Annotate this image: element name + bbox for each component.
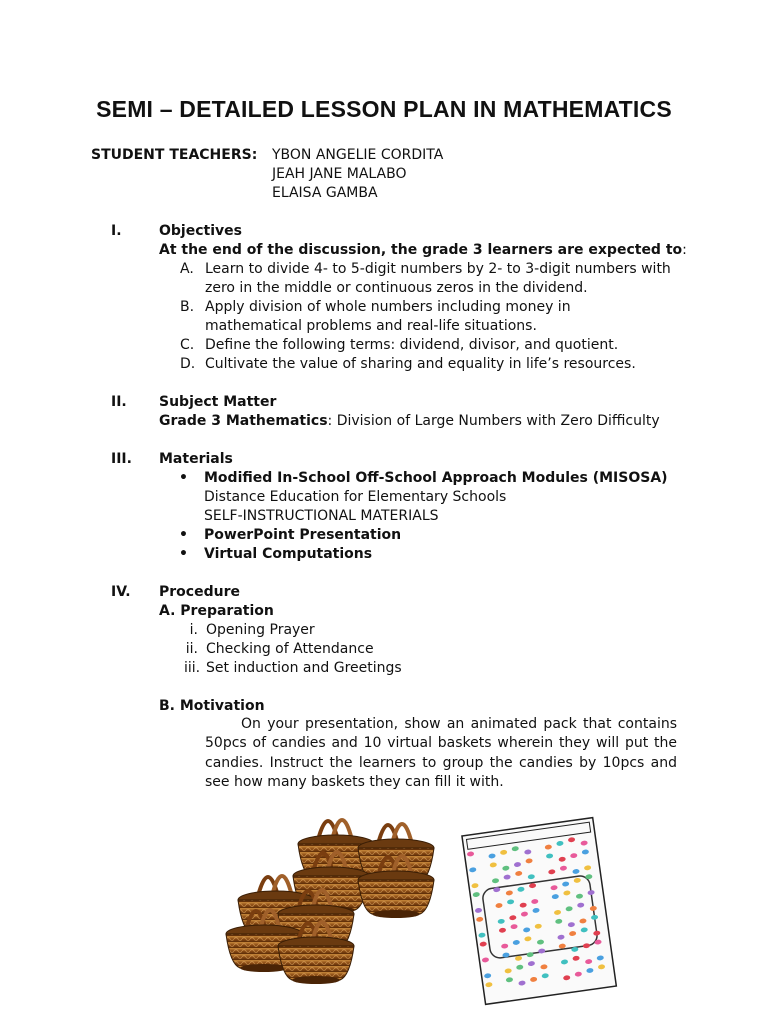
prep-num-1: i. [189, 622, 198, 638]
prep-item-2: Checking of Attendance [206, 641, 374, 657]
section-num-procedure: IV. [111, 584, 131, 600]
section-num-subject: II. [111, 394, 127, 410]
teacher-name-2: JEAH JANE MALABO [272, 166, 407, 182]
motivation-paragraph: On your presentation, show an animated pack that contains 50pcs of candies and 10 virtual baskets wherein they will put the candies. Instruct the learners to group the candies by 10pcs and see how many baskets they can fill it with. [205, 716, 677, 790]
objectives-heading: Objectives [159, 223, 242, 239]
objective-c-line1: Define the following terms: dividend, divisor, and quotient. [205, 337, 619, 353]
objective-a-line2: zero in the middle or continuous zeros in the dividend. [205, 280, 588, 296]
objective-b-line2: mathematical problems and real-life situations. [205, 318, 537, 334]
candy-bag-illustration [455, 812, 623, 1008]
objective-c-letter: C. [180, 337, 195, 353]
subject-line: Grade 3 Mathematics: Division of Large Numbers with Zero Difficulty [159, 413, 660, 429]
teacher-name-3: ELAISA GAMBA [272, 185, 378, 201]
objectives-intro: At the end of the discussion, the grade 3 learners are expected to: [159, 242, 687, 258]
subject-heading: Subject Matter [159, 394, 277, 410]
prep-item-1: Opening Prayer [206, 622, 315, 638]
teacher-name-1: YBON ANGELIE CORDITA [272, 147, 444, 163]
section-num-materials: III. [111, 451, 132, 467]
material-misosa-sub2: SELF-INSTRUCTIONAL MATERIALS [204, 508, 439, 524]
student-teachers-label: STUDENT TEACHERS: [91, 147, 258, 163]
objective-a-letter: A. [180, 261, 194, 277]
preparation-label: A. Preparation [159, 603, 274, 619]
material-item-virtual: • Virtual Computations [204, 545, 372, 564]
baskets-illustration [218, 800, 454, 1005]
prep-num-2: ii. [185, 641, 198, 657]
objective-d-line1: Cultivate the value of sharing and equality in life’s resources. [205, 356, 636, 372]
procedure-heading: Procedure [159, 584, 240, 600]
material-misosa-sub1: Distance Education for Elementary Schools [204, 489, 507, 505]
motivation-label: B. Motivation [159, 698, 265, 714]
materials-heading: Materials [159, 451, 233, 467]
objective-b-letter: B. [180, 299, 195, 315]
page-title: SEMI – DETAILED LESSON PLAN IN MATHEMATICS [96, 96, 672, 122]
prep-num-3: iii. [184, 660, 201, 676]
objective-a-line1: Learn to divide 4- to 5-digit numbers by 2- to 3-digit numbers with [205, 261, 671, 277]
prep-item-3: Set induction and Greetings [206, 660, 402, 676]
material-item-powerpoint: • PowerPoint Presentation [204, 526, 401, 545]
objective-d-letter: D. [180, 356, 196, 372]
material-item-misosa: • Modified In-School Off-School Approach Modules (MISOSA) [204, 469, 668, 488]
objective-b-line1: Apply division of whole numbers including money in [205, 299, 571, 315]
section-num-objectives: I. [111, 223, 122, 239]
